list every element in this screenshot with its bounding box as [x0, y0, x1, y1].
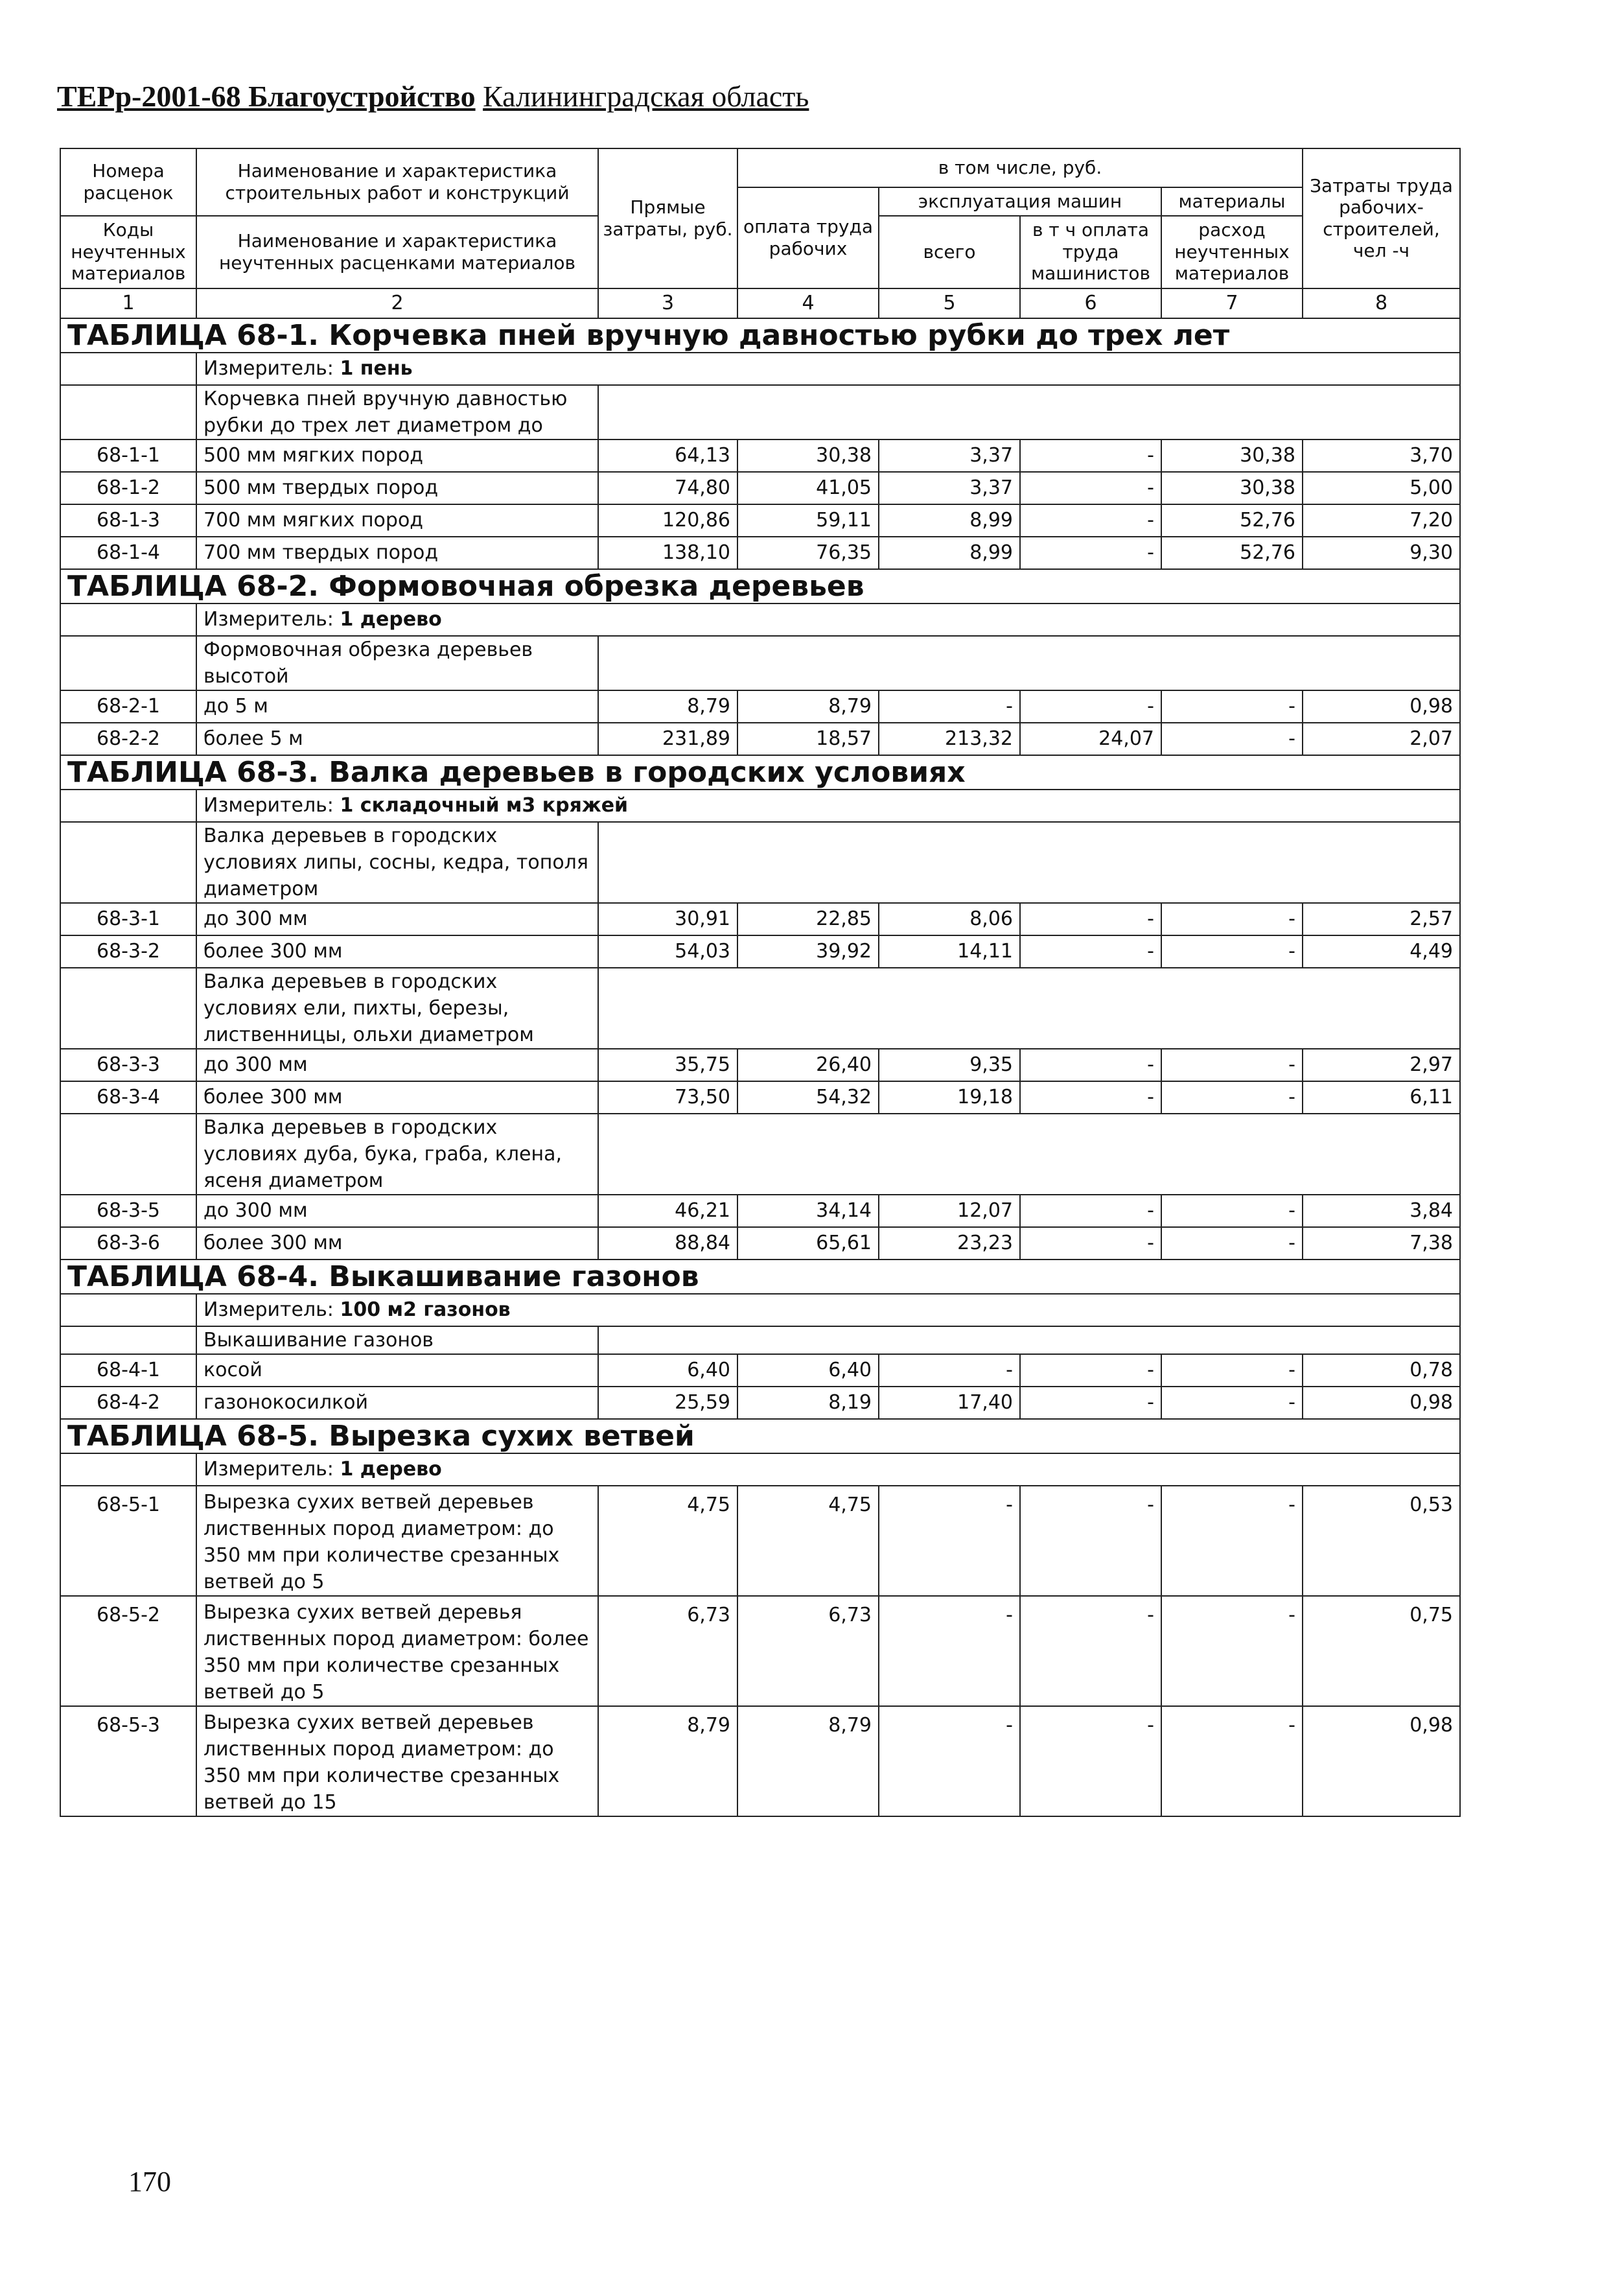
column-number: 8	[1303, 288, 1460, 318]
worker-pay-cell: 34,14	[737, 1195, 879, 1227]
header-materials: материалы	[1161, 187, 1303, 216]
materials-cell: -	[1161, 903, 1303, 935]
machinist-pay-cell: -	[1020, 1706, 1161, 1816]
machines-total-cell: 23,23	[879, 1227, 1020, 1260]
measure-label: Измеритель:	[203, 1457, 334, 1481]
table-row	[60, 1387, 1460, 1419]
direct-costs-cell: 46,21	[598, 1195, 737, 1227]
machinist-pay-cell: -	[1020, 1195, 1161, 1227]
blank-cell	[60, 790, 196, 822]
machines-total-cell: 8,06	[879, 903, 1020, 935]
work-name-cell: более 5 м	[196, 723, 598, 755]
header-work-name: Наименование и характеристика строительных работ и конструкций	[196, 148, 598, 216]
measure-cell	[196, 1453, 1460, 1486]
machines-total-cell: 3,37	[879, 439, 1020, 472]
section-title: ТАБЛИЦА 68-2. Формовочная обрезка деревьев	[60, 569, 1460, 603]
rate-code-cell: 68-3-2	[60, 935, 196, 968]
machinist-pay-cell: -	[1020, 472, 1161, 504]
table-body	[60, 318, 1460, 1816]
measure-row	[60, 353, 1460, 385]
direct-costs-cell: 35,75	[598, 1049, 737, 1081]
header-including: в том числе, руб.	[737, 148, 1303, 187]
machinist-pay-cell: -	[1020, 1354, 1161, 1387]
blank-cell	[60, 1294, 196, 1326]
column-number: 3	[598, 288, 737, 318]
group-description-row	[60, 1114, 1460, 1195]
work-name-cell: косой	[196, 1354, 598, 1387]
labor-hours-cell: 2,57	[1303, 903, 1460, 935]
direct-costs-cell: 8,79	[598, 690, 737, 723]
table-row	[60, 1227, 1460, 1260]
rate-code-cell: 68-3-6	[60, 1227, 196, 1260]
machinist-pay-cell: -	[1020, 439, 1161, 472]
blank-cell	[60, 822, 196, 903]
section-title-row	[60, 755, 1460, 790]
blank-cell	[598, 968, 1460, 1049]
worker-pay-cell: 30,38	[737, 439, 879, 472]
rate-code-cell: 68-4-2	[60, 1387, 196, 1419]
table-row	[60, 1706, 1460, 1816]
worker-pay-cell: 39,92	[737, 935, 879, 968]
blank-cell	[598, 822, 1460, 903]
machines-total-cell: 8,99	[879, 537, 1020, 569]
page-title	[57, 79, 809, 113]
machines-total-cell: 8,99	[879, 504, 1020, 537]
direct-costs-cell: 6,73	[598, 1596, 737, 1706]
materials-cell: 30,38	[1161, 439, 1303, 472]
blank-cell	[60, 1326, 196, 1354]
header-rate-numbers: Номера расценок	[60, 148, 196, 216]
rate-code-cell: 68-1-1	[60, 439, 196, 472]
labor-hours-cell: 5,00	[1303, 472, 1460, 504]
group-description: Валка деревьев в городских условиях дуба, бука, граба, клена, ясеня диаметром	[196, 1114, 598, 1195]
worker-pay-cell: 6,40	[737, 1354, 879, 1387]
group-description: Корчевка пней вручную давностью рубки до трех лет диаметром до	[196, 385, 598, 439]
measure-value: 1 пень	[340, 357, 413, 380]
materials-cell: 52,76	[1161, 537, 1303, 569]
section-title-row	[60, 1260, 1460, 1294]
machines-total-cell: -	[879, 1354, 1020, 1387]
direct-costs-cell: 6,40	[598, 1354, 737, 1387]
work-name-cell: до 300 мм	[196, 1195, 598, 1227]
machinist-pay-cell: -	[1020, 903, 1161, 935]
direct-costs-cell: 138,10	[598, 537, 737, 569]
header-worker-pay: оплата труда рабочих	[737, 187, 879, 288]
direct-costs-cell: 25,59	[598, 1387, 737, 1419]
rate-code-cell: 68-1-3	[60, 504, 196, 537]
measure-label: Измеритель:	[203, 357, 334, 380]
table-row	[60, 504, 1460, 537]
blank-cell	[60, 968, 196, 1049]
rate-code-cell: 68-5-3	[60, 1706, 196, 1816]
work-name-cell: газонокосилкой	[196, 1387, 598, 1419]
labor-hours-cell: 3,70	[1303, 439, 1460, 472]
table-row	[60, 1596, 1460, 1706]
section-title: ТАБЛИЦА 68-1. Корчевка пней вручную давностью рубки до трех лет	[60, 318, 1460, 353]
group-description-row	[60, 385, 1460, 439]
column-number: 7	[1161, 288, 1303, 318]
work-name-cell: более 300 мм	[196, 935, 598, 968]
section-title: ТАБЛИЦА 68-3. Валка деревьев в городских условиях	[60, 755, 1460, 790]
materials-cell: -	[1161, 1596, 1303, 1706]
rate-code-cell: 68-3-3	[60, 1049, 196, 1081]
direct-costs-cell: 88,84	[598, 1227, 737, 1260]
page-number: 170	[128, 2166, 171, 2197]
column-number: 1	[60, 288, 196, 318]
materials-cell: -	[1161, 1706, 1303, 1816]
table-row	[60, 472, 1460, 504]
header-direct-costs: Прямые затраты, руб.	[598, 148, 737, 288]
header-machinist-pay: в т ч оплата труда машинистов	[1020, 216, 1161, 288]
worker-pay-cell: 8,79	[737, 1706, 879, 1816]
table-row	[60, 439, 1460, 472]
machines-total-cell: 9,35	[879, 1049, 1020, 1081]
measure-value: 100 м2 газонов	[340, 1298, 511, 1321]
blank-cell	[60, 385, 196, 439]
machines-total-cell: 17,40	[879, 1387, 1020, 1419]
section-title: ТАБЛИЦА 68-5. Вырезка сухих ветвей	[60, 1419, 1460, 1453]
measure-label: Измеритель:	[203, 793, 334, 817]
labor-hours-cell: 7,20	[1303, 504, 1460, 537]
rate-code-cell: 68-3-1	[60, 903, 196, 935]
measure-row	[60, 603, 1460, 636]
header-material-consumption: расход неучтенных материалов	[1161, 216, 1303, 288]
column-number: 5	[879, 288, 1020, 318]
table-row	[60, 903, 1460, 935]
materials-cell: -	[1161, 935, 1303, 968]
labor-hours-cell: 0,78	[1303, 1354, 1460, 1387]
region-title: Калининградская область	[483, 80, 809, 113]
direct-costs-cell: 231,89	[598, 723, 737, 755]
blank-cell	[598, 385, 1460, 439]
group-description-row	[60, 822, 1460, 903]
machinist-pay-cell: -	[1020, 1596, 1161, 1706]
measure-row	[60, 1294, 1460, 1326]
rate-code-cell: 68-5-2	[60, 1596, 196, 1706]
worker-pay-cell: 8,19	[737, 1387, 879, 1419]
materials-cell: -	[1161, 1227, 1303, 1260]
worker-pay-cell: 26,40	[737, 1049, 879, 1081]
machinist-pay-cell: -	[1020, 1049, 1161, 1081]
materials-cell: -	[1161, 1049, 1303, 1081]
machinist-pay-cell: -	[1020, 935, 1161, 968]
blank-cell	[60, 603, 196, 636]
worker-pay-cell: 59,11	[737, 504, 879, 537]
machinist-pay-cell: 24,07	[1020, 723, 1161, 755]
labor-hours-cell: 4,49	[1303, 935, 1460, 968]
work-name-cell: Вырезка сухих ветвей деревья лиственных пород диаметром: более 350 мм при количестве срезанных ветвей до 5	[196, 1596, 598, 1706]
materials-cell: -	[1161, 1081, 1303, 1114]
rate-code-cell: 68-3-4	[60, 1081, 196, 1114]
labor-hours-cell: 3,84	[1303, 1195, 1460, 1227]
materials-cell: 30,38	[1161, 472, 1303, 504]
table-row	[60, 537, 1460, 569]
work-name-cell: Вырезка сухих ветвей деревьев лиственных пород диаметром: до 350 мм при количестве срезанных ветвей до 5	[196, 1486, 598, 1596]
document-code-title: ТЕРр-2001-68 Благоустройство	[57, 80, 476, 113]
measure-cell	[196, 603, 1460, 636]
machines-total-cell: -	[879, 690, 1020, 723]
group-description: Валка деревьев в городских условиях ели, пихты, березы, лиственницы, ольхи диаметром	[196, 968, 598, 1049]
group-description-row	[60, 636, 1460, 690]
materials-cell: -	[1161, 1195, 1303, 1227]
worker-pay-cell: 65,61	[737, 1227, 879, 1260]
labor-hours-cell: 2,97	[1303, 1049, 1460, 1081]
section-title-row	[60, 318, 1460, 353]
machinist-pay-cell: -	[1020, 504, 1161, 537]
blank-cell	[60, 1114, 196, 1195]
work-name-cell: Вырезка сухих ветвей деревьев лиственных пород диаметром: до 350 мм при количестве срезанных ветвей до 15	[196, 1706, 598, 1816]
machines-total-cell: 213,32	[879, 723, 1020, 755]
table-header	[60, 148, 1460, 318]
labor-hours-cell: 7,38	[1303, 1227, 1460, 1260]
labor-hours-cell: 0,98	[1303, 690, 1460, 723]
direct-costs-cell: 74,80	[598, 472, 737, 504]
blank-cell	[598, 1114, 1460, 1195]
measure-cell	[196, 1294, 1460, 1326]
section-title-row	[60, 1419, 1460, 1453]
group-description-row	[60, 1326, 1460, 1354]
machinist-pay-cell: -	[1020, 537, 1161, 569]
measure-value: 1 дерево	[340, 1457, 442, 1481]
work-name-cell: более 300 мм	[196, 1081, 598, 1114]
materials-cell: -	[1161, 1354, 1303, 1387]
machines-total-cell: -	[879, 1706, 1020, 1816]
work-name-cell: до 300 мм	[196, 1049, 598, 1081]
worker-pay-cell: 22,85	[737, 903, 879, 935]
work-name-cell: 700 мм мягких пород	[196, 504, 598, 537]
worker-pay-cell: 6,73	[737, 1596, 879, 1706]
header-labor-hours: Затраты труда рабочих-строителей, чел -ч	[1303, 148, 1460, 288]
work-name-cell: до 300 мм	[196, 903, 598, 935]
direct-costs-cell: 54,03	[598, 935, 737, 968]
machinist-pay-cell: -	[1020, 1081, 1161, 1114]
work-name-cell: до 5 м	[196, 690, 598, 723]
column-number: 4	[737, 288, 879, 318]
rate-code-cell: 68-2-1	[60, 690, 196, 723]
machinist-pay-cell: -	[1020, 1387, 1161, 1419]
labor-hours-cell: 0,53	[1303, 1486, 1460, 1596]
worker-pay-cell: 4,75	[737, 1486, 879, 1596]
machinist-pay-cell: -	[1020, 1486, 1161, 1596]
header-machine-operation: эксплуатация машин	[879, 187, 1161, 216]
measure-cell	[196, 353, 1460, 385]
machinist-pay-cell: -	[1020, 690, 1161, 723]
column-numbers-row	[60, 288, 1460, 318]
norms-table	[60, 148, 1461, 1817]
group-description-row	[60, 968, 1460, 1049]
measure-label: Измеритель:	[203, 1298, 334, 1321]
work-name-cell: 700 мм твердых пород	[196, 537, 598, 569]
labor-hours-cell: 9,30	[1303, 537, 1460, 569]
worker-pay-cell: 76,35	[737, 537, 879, 569]
rate-code-cell: 68-2-2	[60, 723, 196, 755]
machines-total-cell: 14,11	[879, 935, 1020, 968]
measure-value: 1 дерево	[340, 607, 442, 631]
machines-total-cell: 3,37	[879, 472, 1020, 504]
direct-costs-cell: 4,75	[598, 1486, 737, 1596]
table-row	[60, 935, 1460, 968]
labor-hours-cell: 0,98	[1303, 1387, 1460, 1419]
direct-costs-cell: 30,91	[598, 903, 737, 935]
group-description: Валка деревьев в городских условиях липы, сосны, кедра, тополя диаметром	[196, 822, 598, 903]
group-description: Выкашивание газонов	[196, 1326, 598, 1354]
group-description: Формовочная обрезка деревьев высотой	[196, 636, 598, 690]
worker-pay-cell: 18,57	[737, 723, 879, 755]
table-row	[60, 1081, 1460, 1114]
materials-cell: -	[1161, 723, 1303, 755]
direct-costs-cell: 120,86	[598, 504, 737, 537]
header-machines-total: всего	[879, 216, 1020, 288]
worker-pay-cell: 41,05	[737, 472, 879, 504]
materials-cell: -	[1161, 1387, 1303, 1419]
work-name-cell: 500 мм мягких пород	[196, 439, 598, 472]
section-title-row	[60, 569, 1460, 603]
machines-total-cell: 19,18	[879, 1081, 1020, 1114]
table-row	[60, 690, 1460, 723]
table-row	[60, 1486, 1460, 1596]
header-material-codes: Коды неучтенных материалов	[60, 216, 196, 288]
work-name-cell: более 300 мм	[196, 1227, 598, 1260]
labor-hours-cell: 0,98	[1303, 1706, 1460, 1816]
rate-code-cell: 68-1-2	[60, 472, 196, 504]
measure-row	[60, 790, 1460, 822]
blank-cell	[60, 636, 196, 690]
labor-hours-cell: 0,75	[1303, 1596, 1460, 1706]
direct-costs-cell: 64,13	[598, 439, 737, 472]
header-material-name: Наименование и характеристика неучтенных расценками материалов	[196, 216, 598, 288]
table-row	[60, 723, 1460, 755]
column-number: 2	[196, 288, 598, 318]
worker-pay-cell: 54,32	[737, 1081, 879, 1114]
machines-total-cell: -	[879, 1486, 1020, 1596]
rate-code-cell: 68-5-1	[60, 1486, 196, 1596]
measure-label: Измеритель:	[203, 607, 334, 631]
labor-hours-cell: 2,07	[1303, 723, 1460, 755]
blank-cell	[598, 636, 1460, 690]
table-row	[60, 1195, 1460, 1227]
table-row	[60, 1049, 1460, 1081]
work-name-cell: 500 мм твердых пород	[196, 472, 598, 504]
measure-value: 1 складочный м3 кряжей	[340, 793, 629, 817]
labor-hours-cell: 6,11	[1303, 1081, 1460, 1114]
blank-cell	[60, 1453, 196, 1486]
rate-code-cell: 68-1-4	[60, 537, 196, 569]
direct-costs-cell: 8,79	[598, 1706, 737, 1816]
rate-code-cell: 68-3-5	[60, 1195, 196, 1227]
column-number: 6	[1020, 288, 1161, 318]
materials-cell: 52,76	[1161, 504, 1303, 537]
materials-cell: -	[1161, 690, 1303, 723]
machines-total-cell: 12,07	[879, 1195, 1020, 1227]
blank-cell	[60, 353, 196, 385]
section-title: ТАБЛИЦА 68-4. Выкашивание газонов	[60, 1260, 1460, 1294]
direct-costs-cell: 73,50	[598, 1081, 737, 1114]
blank-cell	[598, 1326, 1460, 1354]
rate-code-cell: 68-4-1	[60, 1354, 196, 1387]
measure-row	[60, 1453, 1460, 1486]
worker-pay-cell: 8,79	[737, 690, 879, 723]
materials-cell: -	[1161, 1486, 1303, 1596]
machinist-pay-cell: -	[1020, 1227, 1161, 1260]
table-row	[60, 1354, 1460, 1387]
measure-cell	[196, 790, 1460, 822]
machines-total-cell: -	[879, 1596, 1020, 1706]
